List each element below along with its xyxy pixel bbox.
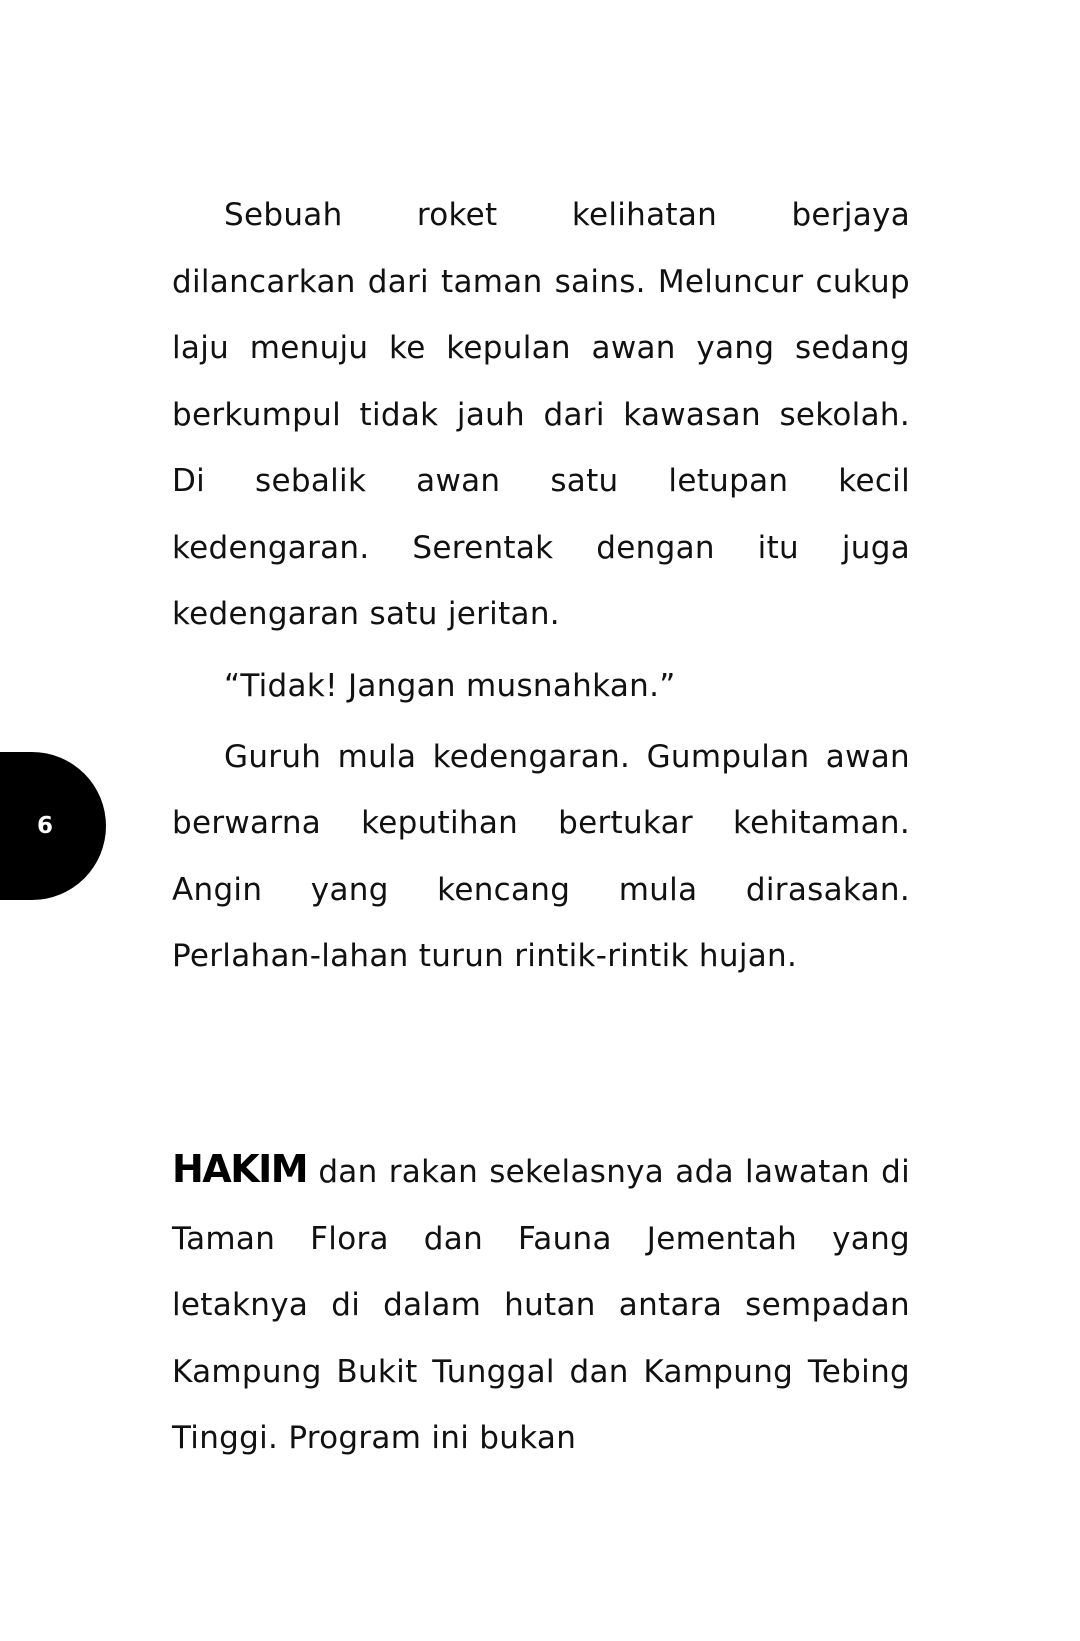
paragraph-hakim-text: dan rakan sekelasnya ada lawatan di Taman Flora dan Fauna Jementah yang letaknya di dalam hutan antara sempadan Kampung Bukit Tunggal dan Kampung Tebing Tinggi. Program ini bukan xyxy=(172,1154,910,1456)
paragraph-thunder: Guruh mula kedengaran. Gumpulan awan berwarna keputihan bertukar kehitaman. Angin yang kencang mula dirasakan. Perlahan-lahan turun rintik-rintik hujan. xyxy=(172,738,910,974)
page-number: 6 xyxy=(36,813,53,839)
dialogue-quote: “Tidak! Jangan musnahkan.” xyxy=(224,667,676,704)
text-block-lower xyxy=(172,1136,910,1472)
page-number-tab xyxy=(0,752,106,900)
lead-name: HAKIM xyxy=(172,1147,308,1191)
paragraph-rocket: Sebuah roket kelihatan berjaya dilancarkan dari taman sains. Meluncur cukup laju menuju ke kepulan awan yang sedang berkumpul tidak jauh dari kawasan sekolah. Di sebalik awan satu letupan kecil kedengaran. Serentak dengan itu juga kedengaran satu jeritan. xyxy=(172,197,910,632)
text-block-upper xyxy=(172,182,910,990)
paragraph-hakim xyxy=(172,1136,910,1472)
